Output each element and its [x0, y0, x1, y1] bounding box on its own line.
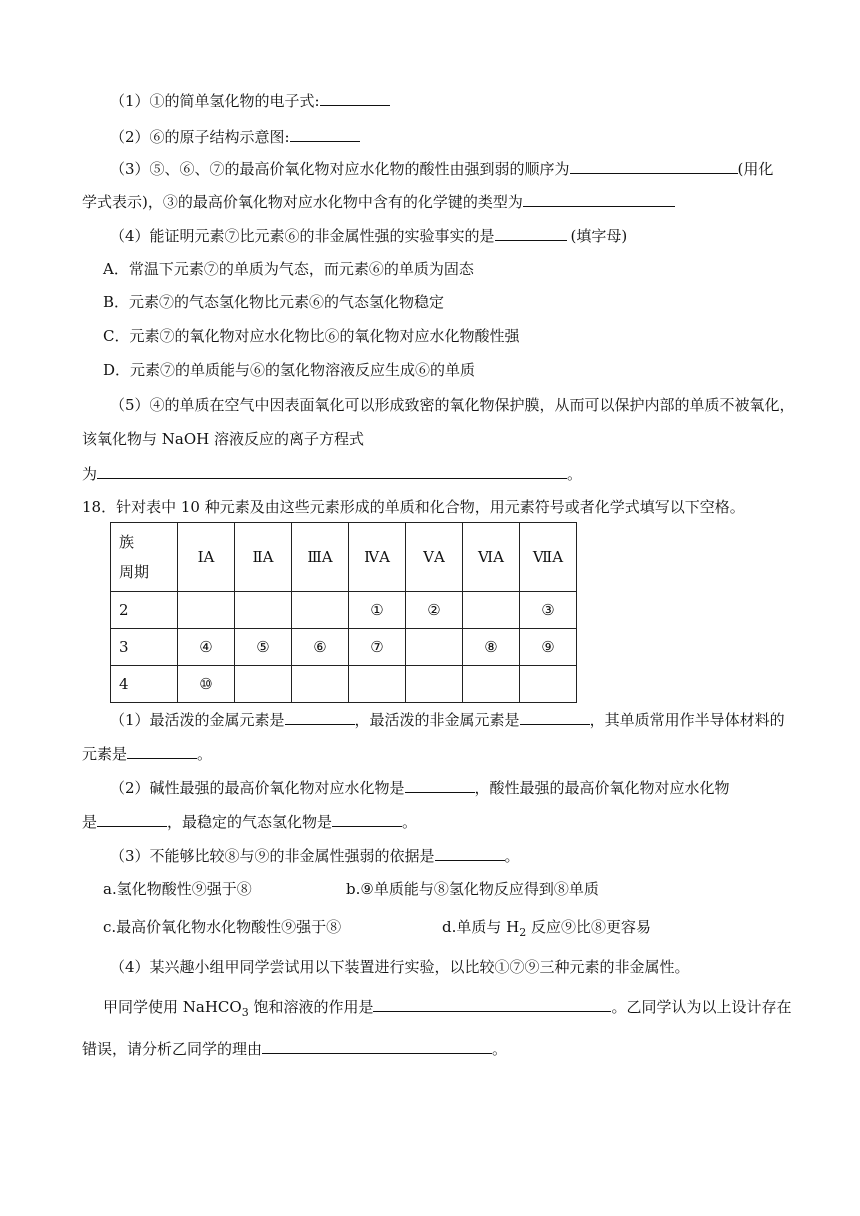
answer-blank[interactable] [127, 743, 197, 759]
group-header: ⅠA [178, 523, 235, 592]
group-header: ⅢA [292, 523, 349, 592]
answer-blank[interactable] [523, 191, 675, 207]
table-cell: ④ [178, 629, 235, 666]
table-cell [235, 592, 292, 629]
q17-part1: （1）①的简单氢化物的电子式: [110, 90, 390, 111]
table-cell [178, 592, 235, 629]
answer-blank[interactable] [435, 845, 505, 861]
table-cell: ① [349, 592, 406, 629]
q18-option-b: b.⑨单质能与⑧氢化物反应得到⑧单质 [346, 880, 599, 898]
table-cell: ② [406, 592, 463, 629]
table-cell: ⑨ [520, 629, 577, 666]
table-cell [349, 666, 406, 703]
q17-part5-line1: （5）④的单质在空气中因表面氧化可以形成致密的氧化物保护膜，从而可以保护内部的单质不被氧化， [110, 396, 795, 414]
period-label: 3 [111, 629, 178, 666]
q18-part2-line2: 是 ，最稳定的气态氢化物是 。 [82, 813, 418, 831]
q17-part5-line2: 该氧化物与 NaOH 溶液反应的离子方程式 [82, 430, 364, 448]
table-cell [520, 666, 577, 703]
period-label: 4 [111, 666, 178, 703]
q18-part4-line1: （4）某兴趣小组甲同学尝试用以下装置进行实验，以比较①⑦⑨三种元素的非金属性。 [110, 958, 690, 976]
table-row [111, 592, 577, 629]
q17-part2: （2）⑥的原子结构示意图: [110, 126, 360, 147]
q18-part4-line3: 错误，请分析乙同学的理由 。 [82, 1040, 508, 1058]
answer-blank[interactable] [285, 709, 355, 725]
table-cell [406, 666, 463, 703]
table-cell: ⑧ [463, 629, 520, 666]
q18-option-c: c.最高价氧化物水化物酸性⑨强于⑧ [103, 918, 342, 936]
table-cell: ⑥ [292, 629, 349, 666]
q18-part1-line1: （1）最活泼的金属元素是 ，最活泼的非金属元素是 ，其单质常用作半导体材料的 [110, 711, 785, 729]
q18-part3: （3）不能够比较⑧与⑨的非金属性强弱的依据是 。 [110, 847, 520, 865]
q18-part1-line2: 元素是 。 [82, 745, 213, 763]
q17-part5-line3: 为 。 [82, 465, 583, 483]
group-header: ⅣA [349, 523, 406, 592]
answer-blank[interactable] [373, 996, 611, 1012]
table-cell: ③ [520, 592, 577, 629]
answer-blank[interactable] [520, 709, 590, 725]
q17-part3-line2: 学式表示)，③的最高价氧化物对应水化物中含有的化学键的类型为 [82, 191, 675, 212]
table-cell [463, 592, 520, 629]
table-row [111, 666, 577, 703]
answer-blank[interactable] [332, 811, 402, 827]
q17-part4: （4）能证明元素⑦比元素⑥的非金属性强的实验事实的是 (填字母) [110, 227, 628, 245]
table-cell: ⑦ [349, 629, 406, 666]
answer-blank[interactable] [320, 90, 390, 106]
answer-blank[interactable] [97, 463, 567, 479]
periodic-table [110, 522, 577, 703]
q18-part2-line1: （2）碱性最强的最高价氧化物对应水化物是 ，酸性最强的最高价氧化物对应水化物 [110, 779, 730, 797]
table-header-row [111, 523, 577, 592]
q18-option-d: d.单质与 $H_2$ 反应⑨比⑧更容易 [442, 918, 652, 939]
table-cell: ⑩ [178, 666, 235, 703]
table-corner-cell: 族 周期 [111, 523, 178, 592]
table-cell: ⑤ [235, 629, 292, 666]
group-header: ⅤA [406, 523, 463, 592]
q17-option-d: D．元素⑦的单质能与⑥的氢化物溶液反应生成⑥的单质 [103, 361, 476, 379]
group-header: ⅡA [235, 523, 292, 592]
answer-blank[interactable] [570, 158, 738, 174]
table-cell [463, 666, 520, 703]
table-cell [292, 592, 349, 629]
q17-option-b: B．元素⑦的气态氢化物比元素⑥的气态氢化物稳定 [103, 293, 445, 311]
table-cell [292, 666, 349, 703]
q17-option-c: C．元素⑦的氧化物对应水化物比⑥的氧化物对应水化物酸性强 [103, 327, 520, 345]
table-cell [235, 666, 292, 703]
answer-blank[interactable] [97, 811, 167, 827]
q17-option-a: A．常温下元素⑦的单质为气态，而元素⑥的单质为固态 [103, 260, 474, 278]
period-label: 2 [111, 592, 178, 629]
answer-blank[interactable] [290, 126, 360, 142]
table-row [111, 629, 577, 666]
group-header: ⅥA [463, 523, 520, 592]
q18-intro: 18．针对表中 10 种元素及由这些元素形成的单质和化合物，用元素符号或者化学式填写以下空格。 [82, 498, 745, 516]
group-header: ⅦA [520, 523, 577, 592]
q17-part3-line1: （3）⑤、⑥、⑦的最高价氧化物对应水化物的酸性由强到弱的顺序为 (用化 [110, 160, 774, 178]
table-cell [406, 629, 463, 666]
answer-blank[interactable] [495, 225, 567, 241]
q18-option-a: a.氢化物酸性⑨强于⑧ [103, 880, 252, 898]
answer-blank[interactable] [262, 1038, 492, 1054]
q18-part4-line2: 甲同学使用 NaHCO$_3$ 饱和溶液的作用是 。乙同学认为以上设计存在 [103, 998, 792, 1019]
answer-blank[interactable] [405, 777, 475, 793]
